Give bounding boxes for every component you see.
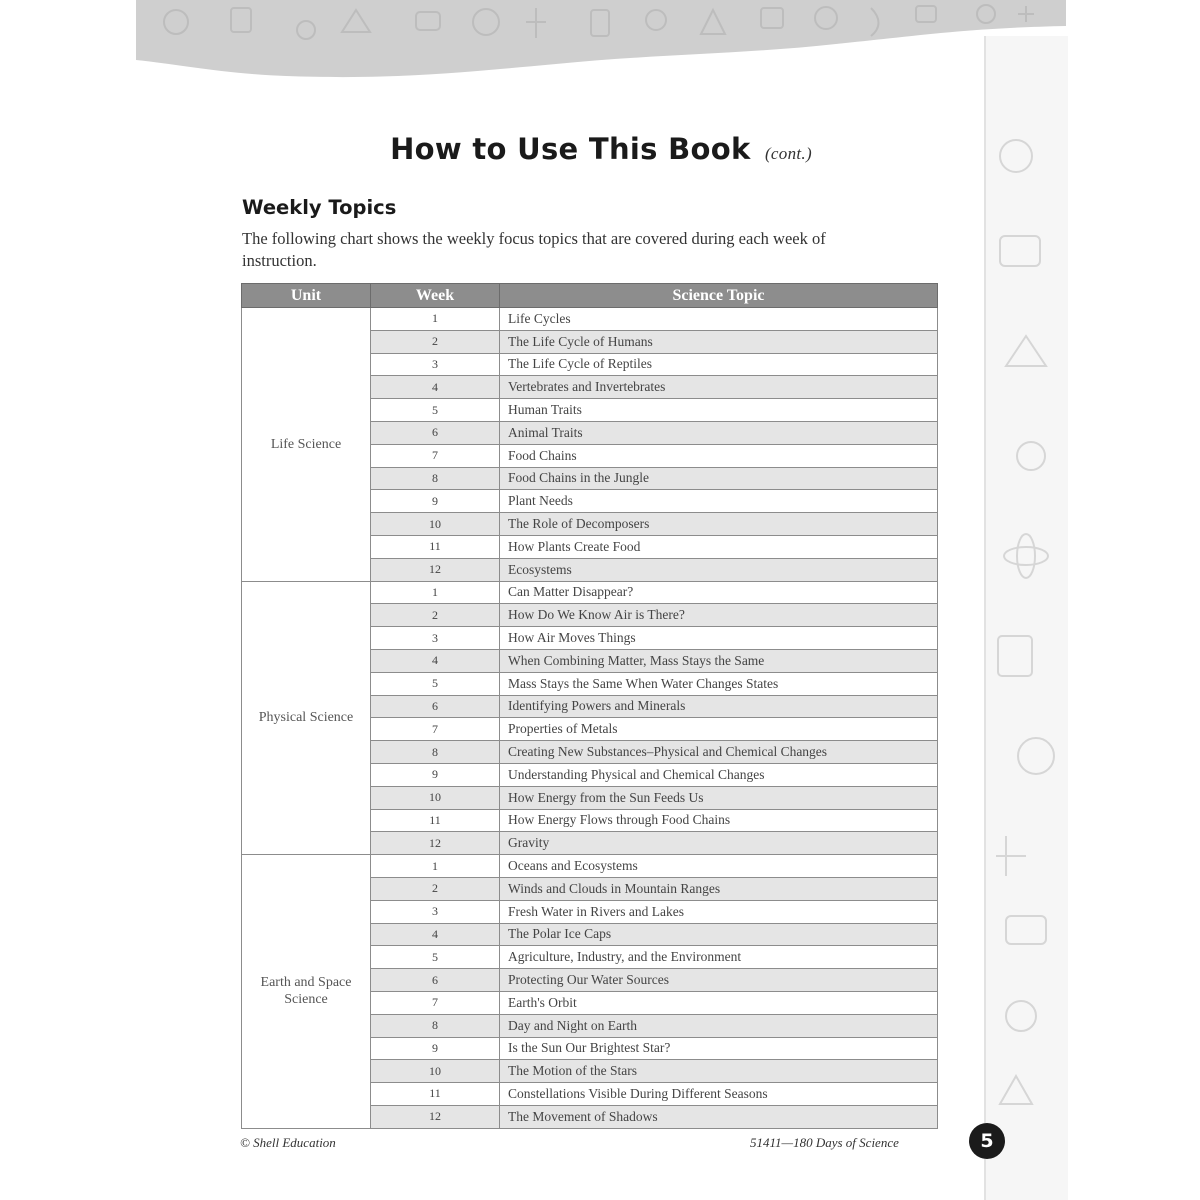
science-topic-cell: Winds and Clouds in Mountain Ranges bbox=[500, 877, 938, 900]
science-topic-cell: Vertebrates and Invertebrates bbox=[500, 376, 938, 399]
week-number-cell: 4 bbox=[371, 923, 500, 946]
week-number-cell: 7 bbox=[371, 444, 500, 467]
week-number-cell: 11 bbox=[371, 1083, 500, 1106]
science-topic-cell: Mass Stays the Same When Water Changes States bbox=[500, 672, 938, 695]
book-page bbox=[136, 0, 1066, 1200]
science-topic-cell: The Life Cycle of Humans bbox=[500, 330, 938, 353]
week-number-cell: 7 bbox=[371, 991, 500, 1014]
page-title-text: How to Use This Book bbox=[390, 132, 751, 166]
side-doodle-panel bbox=[984, 36, 1068, 1200]
science-topic-cell: Animal Traits bbox=[500, 421, 938, 444]
science-topic-cell: How Energy from the Sun Feeds Us bbox=[500, 786, 938, 809]
week-number-cell: 8 bbox=[371, 467, 500, 490]
science-topic-cell: Understanding Physical and Chemical Changes bbox=[500, 763, 938, 786]
week-number-cell: 5 bbox=[371, 672, 500, 695]
week-number-cell: 11 bbox=[371, 535, 500, 558]
week-number-cell: 6 bbox=[371, 969, 500, 992]
table-row bbox=[242, 308, 938, 331]
week-number-cell: 3 bbox=[371, 900, 500, 923]
page-title bbox=[136, 132, 1066, 166]
week-number-cell: 5 bbox=[371, 399, 500, 422]
week-number-cell: 6 bbox=[371, 695, 500, 718]
week-number-cell: 10 bbox=[371, 513, 500, 536]
science-topic-cell: Life Cycles bbox=[500, 308, 938, 331]
table-body bbox=[242, 308, 938, 1129]
column-header-week: Week bbox=[371, 284, 500, 308]
science-topic-cell: Creating New Substances–Physical and Chemical Changes bbox=[500, 741, 938, 764]
unit-name-cell: Earth and Space Science bbox=[242, 855, 371, 1129]
week-number-cell: 11 bbox=[371, 809, 500, 832]
science-topic-cell: The Polar Ice Caps bbox=[500, 923, 938, 946]
unit-name-cell: Life Science bbox=[242, 308, 371, 582]
week-number-cell: 1 bbox=[371, 581, 500, 604]
science-topic-cell: Protecting Our Water Sources bbox=[500, 969, 938, 992]
science-topic-cell: The Role of Decomposers bbox=[500, 513, 938, 536]
science-topic-cell: The Life Cycle of Reptiles bbox=[500, 353, 938, 376]
section-intro: The following chart shows the weekly focus topics that are covered during each week of instruction. bbox=[242, 229, 826, 270]
week-number-cell: 5 bbox=[371, 946, 500, 969]
week-number-cell: 12 bbox=[371, 558, 500, 581]
page-title-suffix: (cont.) bbox=[764, 144, 812, 163]
week-number-cell: 3 bbox=[371, 627, 500, 650]
week-number-cell: 1 bbox=[371, 308, 500, 331]
table-row bbox=[242, 581, 938, 604]
science-topic-cell: Plant Needs bbox=[500, 490, 938, 513]
science-topic-cell: Fresh Water in Rivers and Lakes bbox=[500, 900, 938, 923]
week-number-cell: 9 bbox=[371, 763, 500, 786]
week-number-cell: 10 bbox=[371, 786, 500, 809]
weekly-topics-table bbox=[241, 283, 938, 1129]
week-number-cell: 1 bbox=[371, 855, 500, 878]
science-topic-cell: Gravity bbox=[500, 832, 938, 855]
week-number-cell: 3 bbox=[371, 353, 500, 376]
science-topic-cell: The Motion of the Stars bbox=[500, 1060, 938, 1083]
footer-book-reference: 51411—180 Days of Science bbox=[750, 1135, 899, 1150]
unit-name-cell: Physical Science bbox=[242, 581, 371, 855]
week-number-cell: 2 bbox=[371, 877, 500, 900]
table-header-row bbox=[242, 284, 938, 308]
week-number-cell: 9 bbox=[371, 1037, 500, 1060]
science-topic-cell: How Plants Create Food bbox=[500, 535, 938, 558]
header-band-doodles bbox=[136, 0, 1066, 82]
science-topic-cell: How Do We Know Air is There? bbox=[500, 604, 938, 627]
week-number-cell: 4 bbox=[371, 649, 500, 672]
science-topic-cell: Food Chains in the Jungle bbox=[500, 467, 938, 490]
column-header-unit: Unit bbox=[242, 284, 371, 308]
section-heading: Weekly Topics bbox=[242, 196, 397, 219]
science-topic-cell: Can Matter Disappear? bbox=[500, 581, 938, 604]
column-header-topic: Science Topic bbox=[500, 284, 938, 308]
science-topic-cell: Human Traits bbox=[500, 399, 938, 422]
science-topic-cell: Identifying Powers and Minerals bbox=[500, 695, 938, 718]
science-topic-cell: How Energy Flows through Food Chains bbox=[500, 809, 938, 832]
table-row bbox=[242, 855, 938, 878]
science-topic-cell: When Combining Matter, Mass Stays the Same bbox=[500, 649, 938, 672]
science-topic-cell: Constellations Visible During Different Seasons bbox=[500, 1083, 938, 1106]
week-number-cell: 10 bbox=[371, 1060, 500, 1083]
week-number-cell: 8 bbox=[371, 1014, 500, 1037]
science-topic-cell: Oceans and Ecosystems bbox=[500, 855, 938, 878]
week-number-cell: 9 bbox=[371, 490, 500, 513]
week-number-cell: 7 bbox=[371, 718, 500, 741]
science-topic-cell: Is the Sun Our Brightest Star? bbox=[500, 1037, 938, 1060]
science-topic-cell: Properties of Metals bbox=[500, 718, 938, 741]
footer-publisher: © Shell Education bbox=[240, 1135, 336, 1150]
science-topic-cell: Ecosystems bbox=[500, 558, 938, 581]
week-number-cell: 12 bbox=[371, 1105, 500, 1128]
science-topic-cell: How Air Moves Things bbox=[500, 627, 938, 650]
science-topic-cell: Food Chains bbox=[500, 444, 938, 467]
science-topic-cell: Agriculture, Industry, and the Environment bbox=[500, 946, 938, 969]
week-number-cell: 2 bbox=[371, 604, 500, 627]
week-number-cell: 2 bbox=[371, 330, 500, 353]
page-number-badge: 5 bbox=[969, 1123, 1005, 1159]
week-number-cell: 6 bbox=[371, 421, 500, 444]
science-topic-cell: The Movement of Shadows bbox=[500, 1105, 938, 1128]
science-topic-cell: Day and Night on Earth bbox=[500, 1014, 938, 1037]
week-number-cell: 4 bbox=[371, 376, 500, 399]
week-number-cell: 12 bbox=[371, 832, 500, 855]
week-number-cell: 8 bbox=[371, 741, 500, 764]
science-topic-cell: Earth's Orbit bbox=[500, 991, 938, 1014]
